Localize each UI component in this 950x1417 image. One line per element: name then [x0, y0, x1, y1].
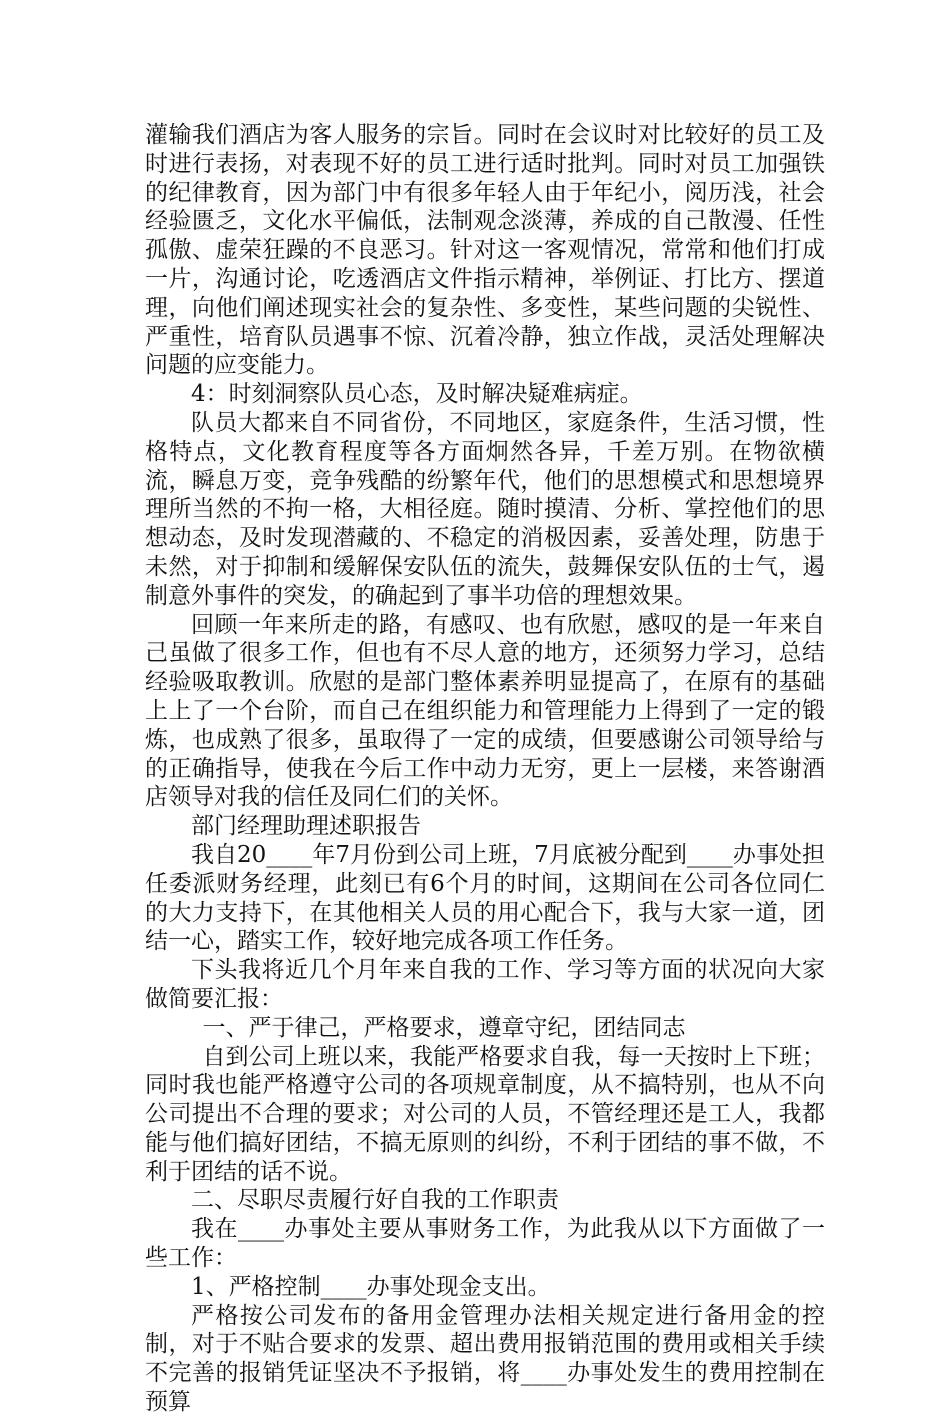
document-page	[145, 121, 825, 1417]
heading-observe-mindset: 4：时刻洞察队员心态，及时解决疑难病症。	[191, 381, 643, 408]
paragraph-discipline: 自到公司上班以来，我能严格要求自我，每一天按时上下班；同时我也能严格遵守公司的各项规章制度，从不搞特别，也从不向公司提出不合理的要求；对公司的人员，不管经理还是工人，我都能与他们搞好团结，不搞无原则的纠纷，不利于团结的事不做，不利于团结的话不说。	[145, 1043, 825, 1185]
heading-cash-control: 1、严格控制____办事处现金支出。	[191, 1273, 551, 1300]
paragraph-reserve-fund: 严格按公司发布的备用金管理办法相关规定进行备用金的控制，对于不贴合要求的发票、超出费用报销范围的费用或相关手续不完善的报销凭证坚决不予报销，将____办事处发生的费用控制在预算	[145, 1302, 825, 1416]
paragraph-team-members: 队员大都来自不同省份，不同地区，家庭条件，生活习惯，性格特点，文化教育程度等各方面炯然各异，千差万别。在物欲横流，瞬息万变，竞争残酷的纷繁年代，他们的思想模式和思想境界理所当然的不拘一格，大相径庭。随时摸清、分析、掌控他们的思想动态，及时发现潜藏的、不稳定的消极因素，妥善处理，防患于未然，对于抑制和缓解保安队伍的流失，鼓舞保安队伍的士气，遏制意外事件的突发，的确起到了事半功倍的理想效果。	[145, 409, 825, 609]
paragraph-staff-education: 灌输我们酒店为客人服务的宗旨。同时在会议时对比较好的员工及时进行表扬，对表现不好的员工进行适时批判。同时对员工加强铁的纪律教育，因为部门中有很多年轻人由于年纪小，阅历浅，社会经验匮乏，文化水平偏低，法制观念淡薄，养成的自己散漫、任性孤傲、虚荣狂躁的不良恶习。针对这一客观情况，常常和他们打成一片，沟通讨论，吃透酒店文件指示精神，举例证、打比方、摆道理，向他们阐述现实社会的复杂性、多变性，某些问题的尖锐性、严重性，培育队员遇事不惊、沉着冷静，独立作战，灵活处理解决问题的应变能力。	[145, 122, 825, 379]
paragraph-summary-lead: 下头我将近几个月年来自我的工作、学习等方面的状况向大家做简要汇报：	[145, 957, 825, 1012]
paragraph-finance-work: 我在____办事处主要从事财务工作，为此我从以下方面做了一些工作：	[145, 1216, 825, 1272]
paragraph-review-year: 回顾一年来所走的路，有感叹、也有欣慰，感叹的是一年来自己虽做了很多工作，但也有不尽人意的地方，还须努力学习，总结经验吸取教训。欣慰的是部门整体素养明显提高了，在原有的基础上上了一个台阶，而自己在组织能力和管理能力上得到了一定的锻炼，也成熟了很多，虽取得了一定的成绩，但要感谢公司领导给与的正确指导，使我在今后工作中动力无穷，更上一层楼，来答谢酒店领导对我的信任及同仁们的关怀。	[145, 611, 825, 811]
paragraph-intro: 我自20____年7月份到公司上班，7月底被分配到____办事处担任委派财务经理，此刻已有6个月的时间，这期间在公司各位同仁的大力支持下，在其他相关人员的用心配合下，我与大家一道，团结一心，踏实工作，较好地完成各项工作任务。	[145, 841, 825, 955]
heading-section-two: 二、尽职尽责履行好自我的工作职责	[191, 1187, 559, 1214]
heading-section-one: 一、严于律己，严格要求，遵章守纪，团结同志	[202, 1014, 686, 1041]
report-title: 部门经理助理述职报告	[191, 813, 421, 840]
